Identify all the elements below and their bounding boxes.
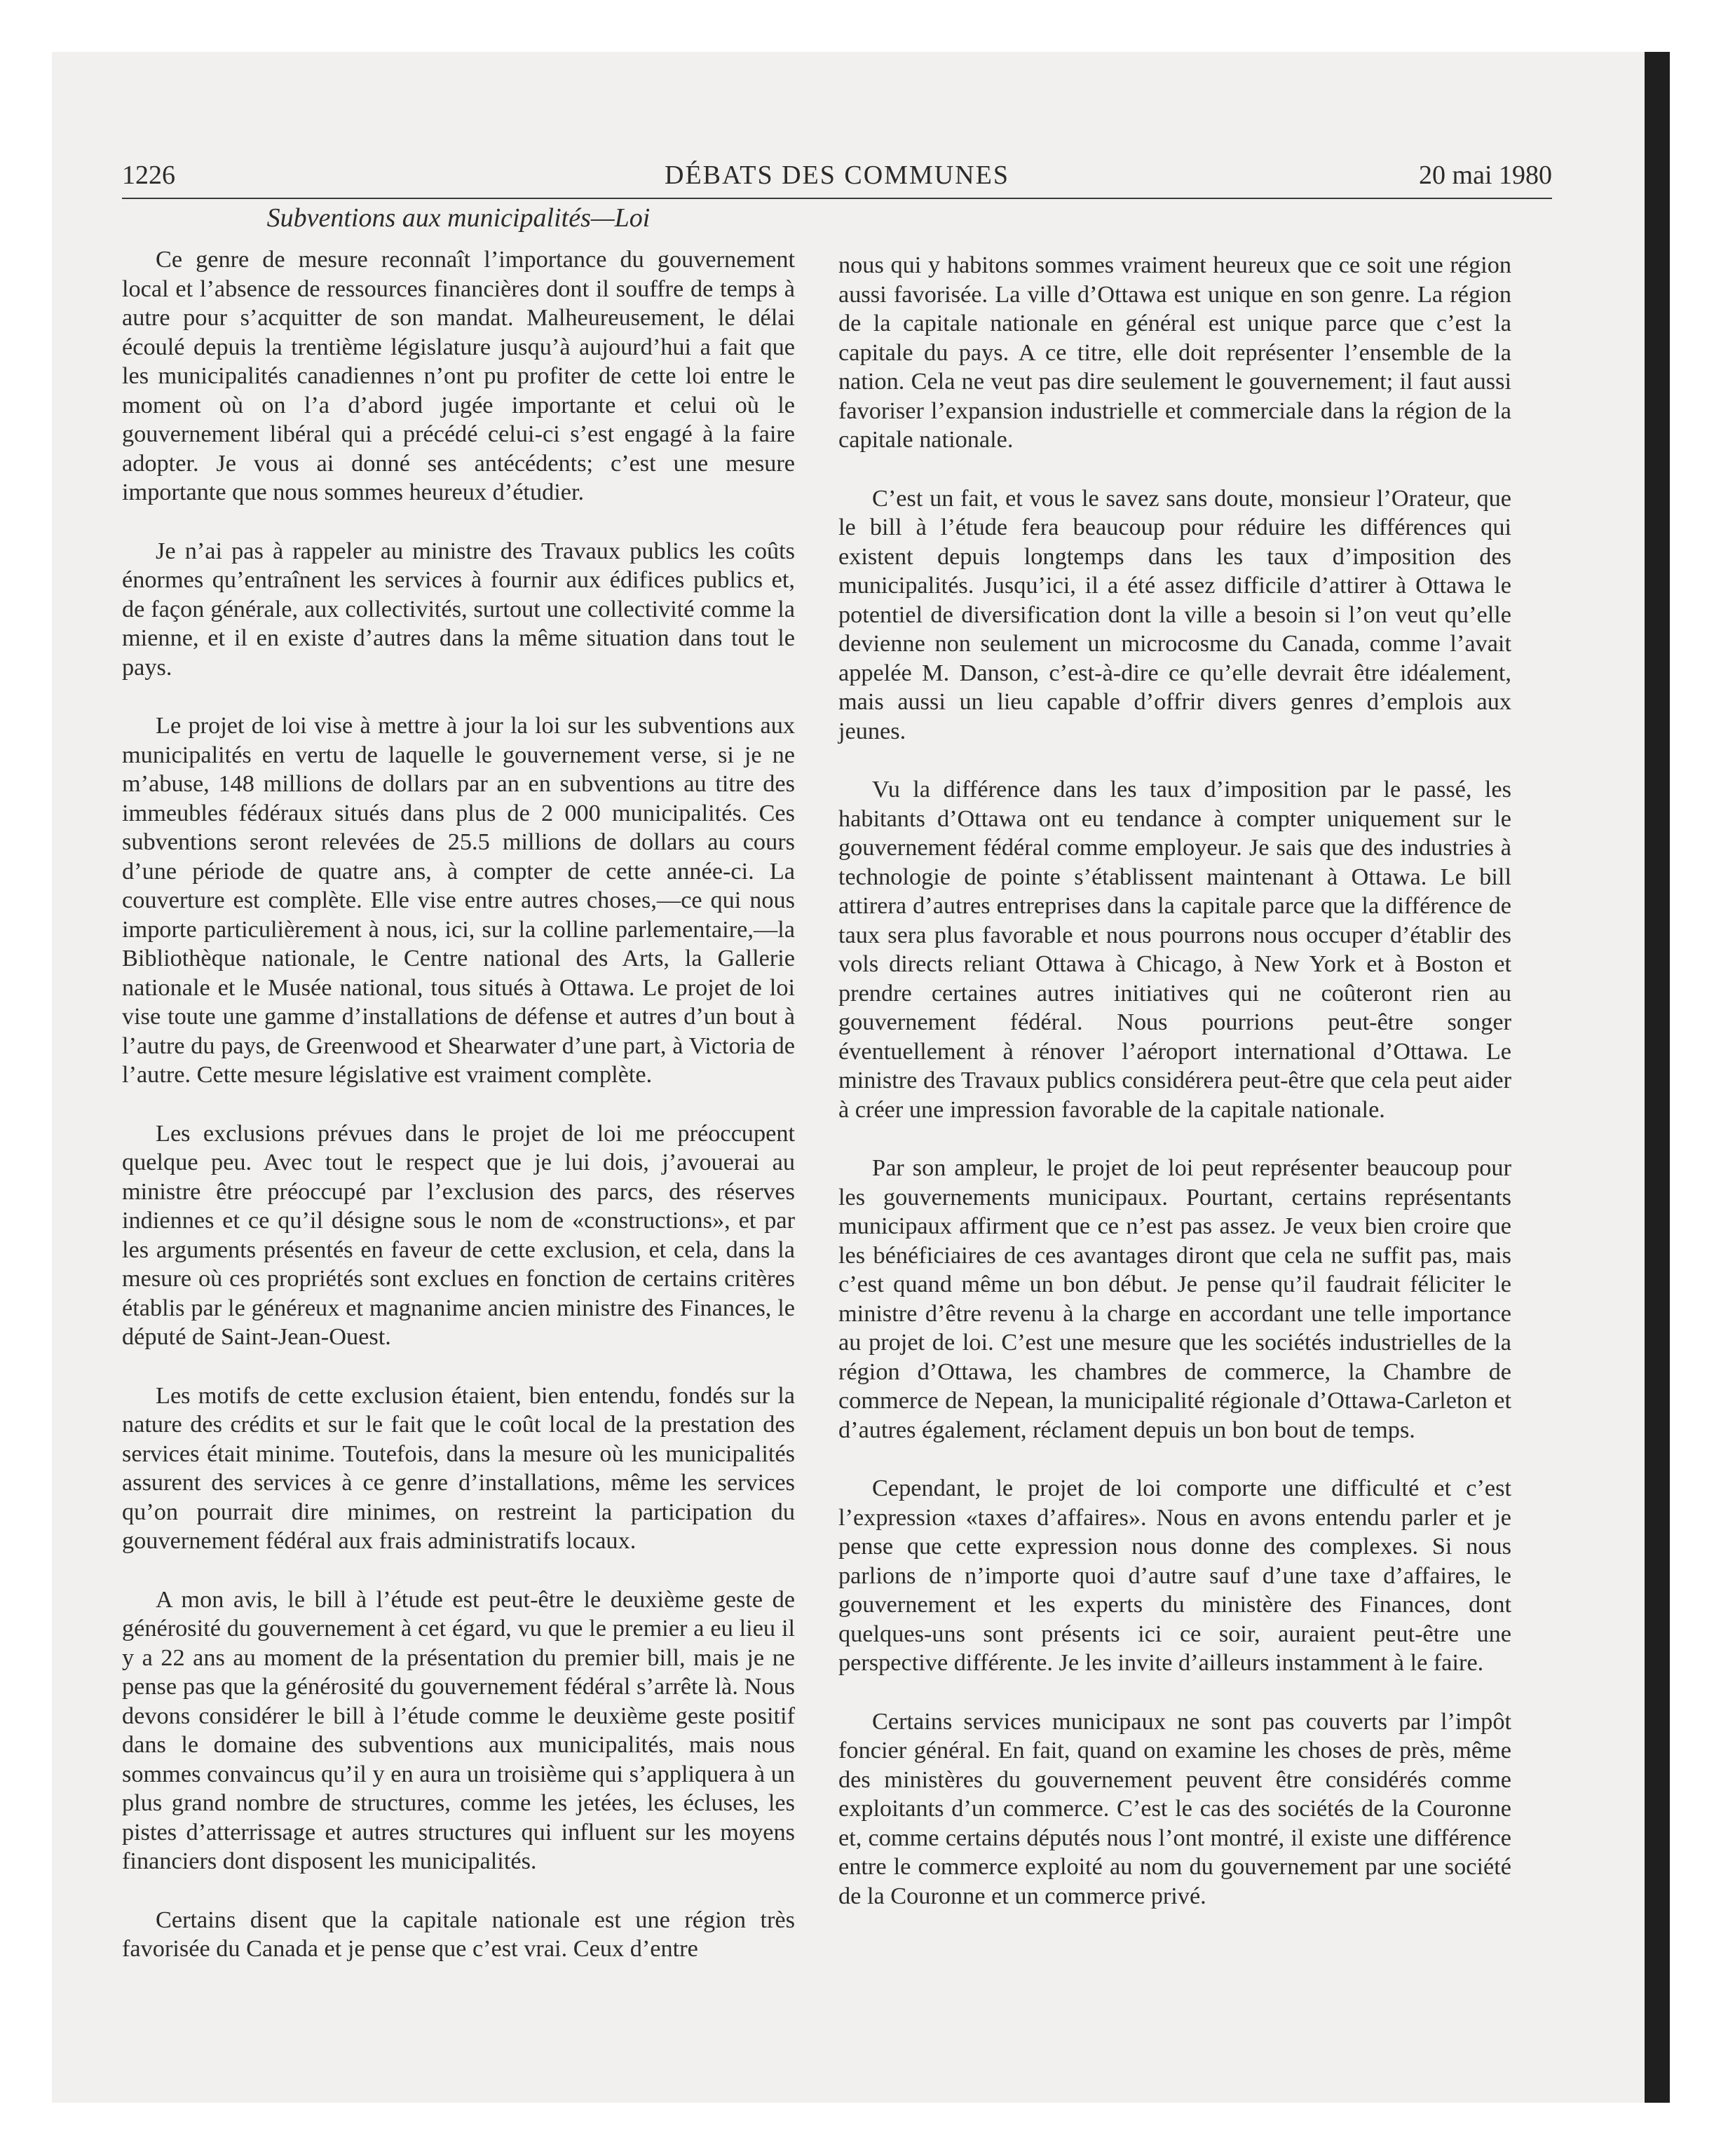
publication-date: 20 mai 1980 <box>1419 161 1552 190</box>
left-column <box>122 245 795 1993</box>
paragraph: A mon avis, le bill à l’étude est peut-être le deuxième geste de générosité du gouvernement à cet égard, vu que le premier a eu lieu il y a 22 ans au moment de la présentation du premier bill, mais je ne pense pas que la générosité du gouvernement fédéral s’arrête là. Nous devons considérer le bill à l’étude comme le deuxième geste positif dans le domaine des subventions aux municipalités, mais nous sommes convaincus qu’il y en aura un troisième qui s’appliquera à un plus grand nombre de structures, comme les jetées, les écluses, les pistes d’atterrissage et autres structures qui influent sur les moyens financiers dont disposent les municipalités. <box>122 1585 795 1874</box>
paragraph: Je n’ai pas à rappeler au ministre des Travaux publics les coûts énormes qu’entraînent les services à fournir aux édifices publics et, de façon générale, aux collectivités, surtout une collectivité comme la mienne, et il en existe d’autres dans la même situation dans tout le pays. <box>122 537 795 681</box>
paragraph: Par son ampleur, le projet de loi peut représenter beaucoup pour les gouvernements municipaux. Pourtant, certains représentants municipaux affirment que ce n’est pas assez. Je veux bien croire que les bénéficiaires de ces avantages diront que cela ne suffit pas, mais c’est quand même un bon début. Je pense qu’il faudrait féliciter le ministre d’être revenu à la charge en accordant une telle importance au projet de loi. C’est une mesure que les sociétés industrielles de la région d’Ottawa, les chambres de commerce, la Chambre de commerce de Nepean, la municipalité régionale d’Ottawa-Carleton et d’autres également, réclament depuis un bon bout de temps. <box>838 1154 1511 1443</box>
running-header <box>122 153 1552 199</box>
paragraph: Les motifs de cette exclusion étaient, bien entendu, fondés sur la nature des crédits et sur le fait que le coût local de la prestation des services était minime. Toutefois, dans la mesure où les municipalités assurent des services à ce genre d’installations, même les services qu’on pourrait dire minimes, on restreint la participation du gouvernement fédéral aux frais administratifs locaux. <box>122 1381 795 1554</box>
publication-title: DÉBATS DES COMMUNES <box>665 161 1009 190</box>
paragraph: Le projet de loi vise à mettre à jour la loi sur les subventions aux municipalités en vertu de laquelle le gouvernement verse, si je ne m’abuse, 148 millions de dollars par an en subventions au titre des immeubles fédéraux situés dans plus de 2 000 municipalités. Ces subventions seront relevées de 25.5 millions de dollars au cours d’une période de quatre ans, à compter de cette année-ci. La couverture est complète. Elle vise entre autres choses,—ce qui nous importe particulièrement à nous, ici, sur la colline parlementaire,—la Bibliothèque nationale, le Centre national des Arts, la Gallerie nationale et le Musée national, tous situés à Ottawa. Le projet de loi vise toute une gamme d’installations de défense et autres d’un bout à l’autre du pays, de Greenwood et Shearwater d’une part, à Victoria de l’autre. Cette mesure législative est vraiment complète. <box>122 712 795 1088</box>
paragraph: C’est un fait, et vous le savez sans doute, monsieur l’Orateur, que le bill à l’étude fera beaucoup pour réduire les différences qui existent depuis longtemps dans les taux d’imposition des municipalités. Jusqu’ici, il a été assez difficile d’attirer à Ottawa le potentiel de diversification dont la ville a besoin si l’on veut qu’elle devienne non seulement un microcosme du Canada, comme l’avait appelée M. Danson, c’est-à-dire ce qu’elle devrait être idéalement, mais aussi un lieu capable d’offrir divers genres d’emplois aux jeunes. <box>838 484 1511 744</box>
right-column <box>838 251 1511 1940</box>
paragraph: Vu la différence dans les taux d’imposition par le passé, les habitants d’Ottawa ont eu tendance à compter uniquement sur le gouvernement fédéral comme employeur. Je sais que des industries à technologie de pointe s’établissent maintenant à Ottawa. Le bill attirera d’autres entreprises dans la capitale parce que la différence de taux sera plus favorable et nous pourrons nous occuper d’établir des vols directs reliant Ottawa à Chicago, à New York et à Boston et prendre certaines autres initiatives qui ne coûteront rien au gouvernement fédéral. Nous pourrions peut-être songer éventuellement à rénover l’aéroport international d’Ottawa. Le ministre des Travaux publics considérera peut-être que cela peut aider à créer une impression favorable de la capitale nationale. <box>838 776 1511 1123</box>
paragraph: Cependant, le projet de loi comporte une difficulté et c’est l’expression «taxes d’affaires». Nous en avons entendu parler et je pense que cette expression nous donne des complexes. Si nous parlions de n’importe quoi d’autre sauf d’une taxe d’affaires, le gouvernement et les experts du ministère des Finances, dont quelques-uns sont présents ici ce soir, auraient peut-être une perspective différente. Je les invite d’ailleurs instamment à le faire. <box>838 1475 1511 1676</box>
paragraph: Ce genre de mesure reconnaît l’importance du gouvernement local et l’absence de ressources financières dont il souffre de temps à autre pour s’acquitter de son mandat. Malheureusement, le délai écoulé depuis la trentième législature jusqu’à aujourd’hui a fait que les municipalités canadiennes n’ont pu profiter de cette loi entre le moment où on l’a d’abord jugée importante et celui où le gouvernement libéral qui a précédé celui-ci s’est engagé à la faire adopter. Je vous ai donné ses antécédents; c’est une mesure importante que nous sommes heureux d’étudier. <box>122 246 795 505</box>
paragraph: Certains services municipaux ne sont pas couverts par l’impôt foncier général. En fait, quand on examine les choses de près, même des ministères du gouvernement peuvent être considérés comme exploitants d’un commerce. C’est le cas des sociétés de la Couronne et, comme certains députés nous l’ont montré, il existe une différence entre le commerce exploité au nom du gouvernement par une société de la Couronne et un commerce privé. <box>838 1707 1511 1909</box>
paragraph: Certains disent que la capitale nationale est une région très favorisée du Canada et je pense que c’est vrai. Ceux d’entre <box>122 1906 795 1962</box>
page-number: 1226 <box>122 161 175 190</box>
paragraph: Les exclusions prévues dans le projet de loi me préoccupent quelque peu. Avec tout le respect que je lui dois, j’avouerai au ministre être préoccupé par l’exclusion des parcs, des réserves indiennes et ce qu’il désigne sous le nom de «constructions», et par les arguments présentés en faveur de cette exclusion, et cela, dans la mesure où ces propriétés sont exclues en fonction de certains critères établis par le généreux et magnanime ancien ministre des Finances, le député de Saint-Jean-Ouest. <box>122 1119 795 1350</box>
paragraph-continued: nous qui y habitons sommes vraiment heureux que ce soit une région aussi favorisée. La ville d’Ottawa est unique en son genre. La région de la capitale nationale en général est unique parce que c’est la capitale du pays. A ce titre, elle doit représenter l’ensemble de la nation. Cela ne veut pas dire seulement le gouvernement; il faut aussi favoriser l’expansion industrielle et commerciale dans la région de la capitale nationale. <box>838 252 1511 453</box>
section-title: Subventions aux municipalités—Loi <box>266 203 651 233</box>
binding-edge <box>1645 52 1670 2103</box>
